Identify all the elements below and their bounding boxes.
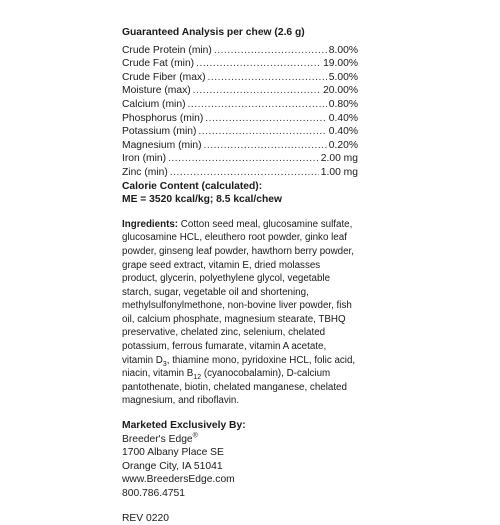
dot-leader bbox=[214, 44, 327, 58]
spacer bbox=[122, 207, 358, 218]
nutrient-value: 0.40% bbox=[328, 126, 358, 138]
nutrient-value: 0.40% bbox=[328, 112, 358, 124]
analysis-row bbox=[122, 71, 358, 85]
phone-number: 800.786.4751 bbox=[122, 488, 185, 499]
dot-leader bbox=[205, 112, 327, 126]
analysis-title: Guaranteed Analysis per chew (2.6 g) bbox=[122, 27, 305, 38]
analysis-row bbox=[122, 112, 358, 126]
nutrient-value: 2.00 mg bbox=[320, 153, 358, 165]
street-address: 1700 Albany Place SE bbox=[122, 447, 224, 459]
ingredients-text-c: (cyanocobalamin), D-calcium pantothenate, biotin, chelated manganese, chelated magnesium, and riboflavin. bbox=[122, 368, 347, 407]
analysis-row bbox=[122, 57, 358, 71]
nutrient-value: 8.00% bbox=[328, 44, 358, 56]
company-name bbox=[122, 433, 358, 447]
vitamin-b-subscript: 12 bbox=[193, 374, 202, 382]
dot-leader bbox=[196, 57, 321, 71]
nutrient-value: 0.80% bbox=[328, 98, 358, 110]
dot-leader bbox=[188, 98, 327, 112]
nutrient-name: Moisture (max) bbox=[122, 85, 191, 97]
analysis-row bbox=[122, 98, 358, 112]
dot-leader bbox=[168, 152, 319, 166]
analysis-table bbox=[122, 44, 358, 180]
nutrient-name: Calcium (min) bbox=[122, 98, 186, 110]
marketer-heading: Marketed Exclusively By: bbox=[122, 420, 246, 432]
calorie-heading: Calorie Content (calculated): bbox=[122, 180, 263, 192]
nutrient-value: 5.00% bbox=[328, 71, 358, 83]
ingredients-text-b: , thiamine mono, pyridoxine HCL, folic acid, niacin, vitamin B bbox=[122, 354, 356, 380]
vitamin-d-subscript: 3 bbox=[162, 360, 167, 368]
ingredients-label: Ingredients: bbox=[122, 218, 179, 230]
nutrient-name: Iron (min) bbox=[122, 153, 167, 165]
dot-leader bbox=[193, 84, 321, 98]
dot-leader bbox=[170, 166, 319, 180]
nutrient-name: Zinc (min) bbox=[122, 166, 168, 178]
nutrient-name: Crude Protein (min) bbox=[122, 44, 212, 56]
nutrient-name: Phosphorus (min) bbox=[122, 112, 204, 124]
marketer-address bbox=[122, 433, 358, 501]
dot-leader bbox=[208, 71, 327, 85]
ingredients-text-a: Cotton seed meal, glucosamine sulfate, glucosamine HCL, eleuthero root powder, ginko leaf powder, ginseng leaf powder, hawthorn berry powder, grape seed extract, vitamin E, dried molasses product, glycerin, polyethylene glycol, vegetable starch, sugar, vegetable oil and shortening, methylsulfonylmethone, non-bovine liver powder, fish oil, calcium phosphate, magnesium stearate, TBHQ preservative, chelated zinc, selenium, chelated potassium, ferrous fumarate, vitamin A acetate, vitamin D bbox=[122, 218, 355, 366]
dot-leader bbox=[204, 139, 327, 153]
analysis-row bbox=[122, 84, 358, 98]
company-name-text: Breeder's Edge bbox=[122, 433, 193, 445]
nutrient-value: 19.00% bbox=[323, 58, 358, 70]
analysis-row bbox=[122, 44, 358, 58]
nutrient-value: 20.00% bbox=[323, 85, 358, 97]
revision-code: REV 0220 bbox=[122, 512, 169, 524]
analysis-row bbox=[122, 166, 358, 180]
analysis-row bbox=[122, 139, 358, 153]
city-state-zip: Orange City, IA 51041 bbox=[122, 460, 223, 472]
nutrient-name: Crude Fat (min) bbox=[122, 58, 195, 70]
dot-leader bbox=[198, 125, 326, 139]
calorie-value: ME = 3520 kcal/kg; 8.5 kcal/chew bbox=[122, 194, 282, 206]
registered-mark: ® bbox=[192, 432, 198, 440]
nutrient-value: 0.20% bbox=[328, 139, 358, 151]
analysis-row bbox=[122, 152, 358, 166]
ingredients-paragraph bbox=[122, 218, 358, 408]
nutrient-name: Magnesium (min) bbox=[122, 139, 202, 151]
website: www.BreedersEdge.com bbox=[122, 474, 235, 486]
nutrient-name: Potassium (min) bbox=[122, 126, 197, 138]
product-label bbox=[122, 26, 358, 525]
nutrient-name: Crude Fiber (max) bbox=[122, 71, 206, 83]
analysis-row bbox=[122, 125, 358, 139]
nutrient-value: 1.00 mg bbox=[320, 166, 358, 178]
